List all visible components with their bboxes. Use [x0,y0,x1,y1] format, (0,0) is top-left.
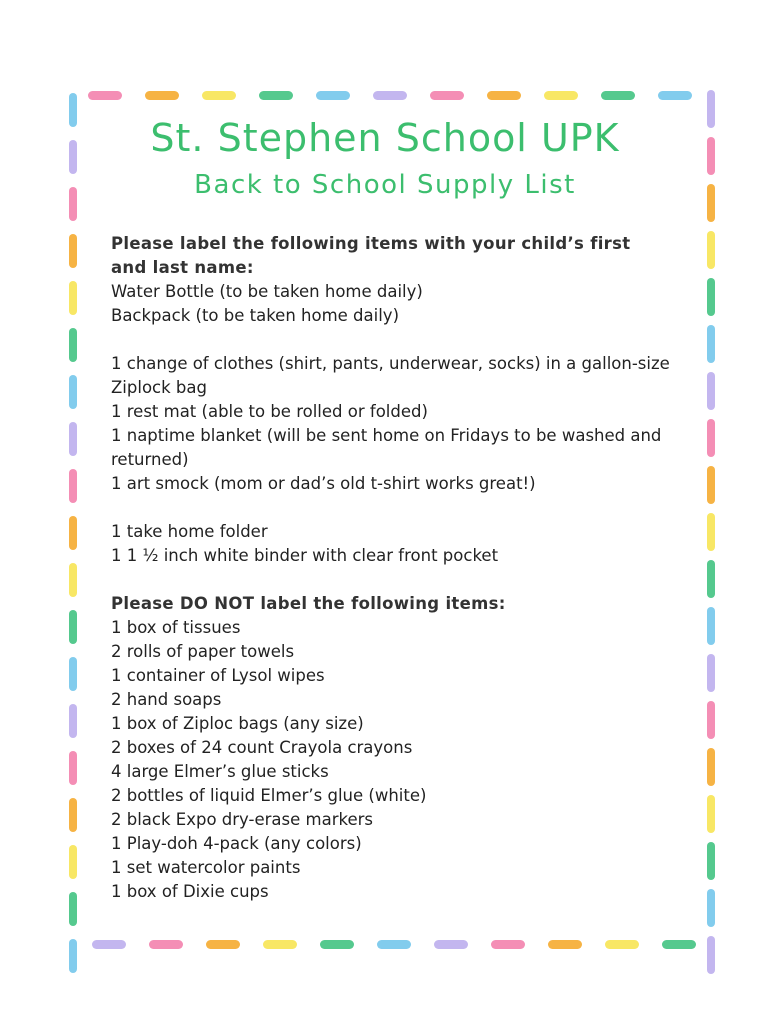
border-dash [69,704,77,738]
border-dash [206,940,240,949]
border-dash [707,748,715,786]
border-dash [92,940,126,949]
border-dash [320,940,354,949]
border-dash [707,607,715,645]
border-dash [707,419,715,457]
border-dash [69,892,77,926]
list-item: 1 Play-doh 4-pack (any colors) [111,834,362,853]
border-dash [69,845,77,879]
border-dash [69,563,77,597]
border-dash [69,469,77,503]
border-dash [145,91,179,100]
border-dash [544,91,578,100]
page-subtitle: Back to School Supply List [194,170,576,200]
border-dash [707,560,715,598]
border-dash [69,751,77,785]
border-dash [69,234,77,268]
list-item: 4 large Elmer’s glue sticks [111,762,329,781]
border-dash [707,842,715,880]
supply-list [111,232,671,904]
border-dash [434,940,468,949]
border-dash [377,940,411,949]
border-dash [69,516,77,550]
list-item: 2 rolls of paper towels [111,642,295,661]
border-dash [263,940,297,949]
list-item: 1 set watercolor paints [111,858,301,877]
border-dash [430,91,464,100]
border-dash [373,91,407,100]
border-dash [491,940,525,949]
border-dash [658,91,692,100]
list-item: Water Bottle (to be taken home daily) [111,282,423,301]
border-dash [605,940,639,949]
list-item: Backpack (to be taken home daily) [111,306,400,325]
border-dash [707,372,715,410]
list-item: 1 container of Lysol wipes [111,666,325,685]
border-dash [69,375,77,409]
border-dash [707,795,715,833]
list-item: 1 box of Ziploc bags (any size) [111,714,364,733]
border-dash [707,654,715,692]
border-dash [707,513,715,551]
list-item: 1 change of clothes (shirt, pants, underwear, socks) in a gallon-size Ziplock bag [111,354,670,397]
border-dash [69,422,77,456]
list-item: 1 take home folder [111,522,268,541]
label-section-heading: Please label the following items with your child’s first and last name: [111,234,631,277]
border-dash [707,278,715,316]
no-label-section-heading: Please DO NOT label the following items: [111,594,506,613]
border-dash [707,325,715,363]
border-dash [69,610,77,644]
border-dash [69,328,77,362]
border-dash [707,936,715,974]
list-item: 1 1 ½ inch white binder with clear front pocket [111,546,499,565]
border-dash [707,701,715,739]
border-dash [601,91,635,100]
border-dash [88,91,122,100]
border-dash [259,91,293,100]
border-dash [69,281,77,315]
border-dash [202,91,236,100]
border-dash [707,466,715,504]
list-item: 2 bottles of liquid Elmer’s glue (white) [111,786,427,805]
border-dash [69,798,77,832]
border-dash [548,940,582,949]
page-title: St. Stephen School UPK [150,116,620,160]
list-item: 1 art smock (mom or dad’s old t-shirt works great!) [111,474,536,493]
list-item: 2 boxes of 24 count Crayola crayons [111,738,413,757]
border-dash [662,940,696,949]
border-dash [69,657,77,691]
list-item: 1 rest mat (able to be rolled or folded) [111,402,428,421]
border-dash [149,940,183,949]
border-dash [707,231,715,269]
border-dash [316,91,350,100]
border-dash [69,939,77,973]
border-dash [487,91,521,100]
list-item: 1 box of Dixie cups [111,882,269,901]
list-item: 1 box of tissues [111,618,241,637]
list-item: 2 black Expo dry-erase markers [111,810,373,829]
border-dash [707,889,715,927]
list-item: 1 naptime blanket (will be sent home on Fridays to be washed and returned) [111,426,662,469]
list-item: 2 hand soaps [111,690,222,709]
